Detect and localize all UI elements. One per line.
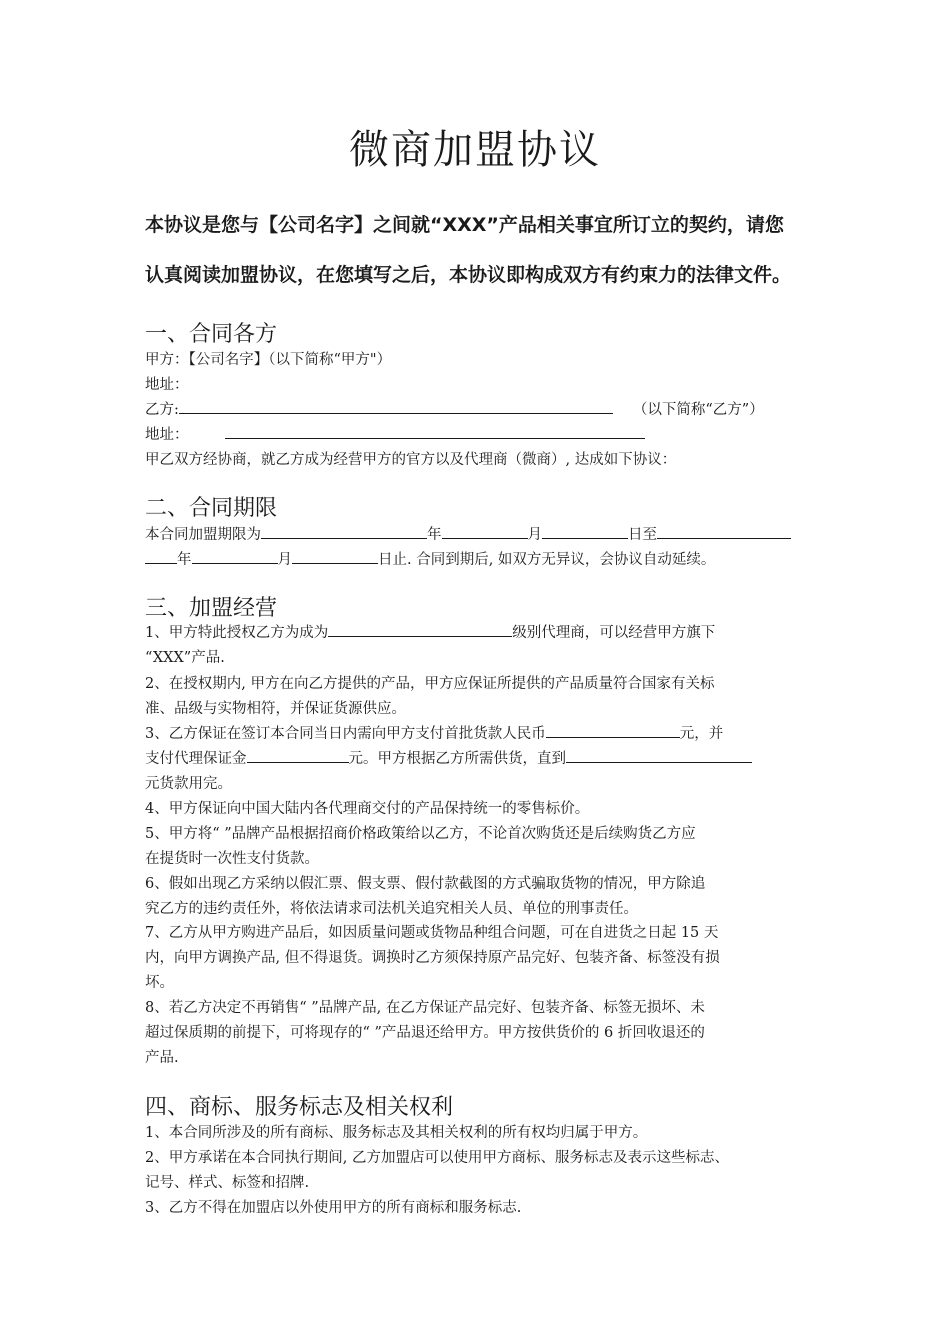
end-year-blank-cont — [145, 549, 177, 564]
clause-3-6-line-1: 6、假如出现乙方采纳以假汇票、假支票、假付款截图的方式骗取货物的情况，甲方除追 — [145, 876, 706, 892]
clause-4-2-line-1: 2、甲方承诺在本合同执行期间, 乙方加盟店可以使用甲方商标、服务标志及表示这些标志、 — [145, 1150, 729, 1166]
section-1-heading: 一、合同各方 — [145, 322, 278, 347]
clause-3-7-line-2: 内，向甲方调换产品, 但不得退货。调换时乙方须保持原产品完好、包装齐备、标签没有损 — [145, 950, 720, 966]
month-label: 月 — [527, 527, 542, 543]
year-label: 年 — [427, 527, 442, 543]
section-2-heading: 二、合同期限 — [145, 496, 278, 521]
clause-3-5-line-2: 在提货时一次性支付货款。 — [145, 851, 319, 867]
goods-amount-blank — [566, 748, 752, 763]
clause-3-8-line-3: 产品. — [145, 1050, 179, 1066]
year-blank — [261, 524, 427, 539]
clause-3-4: 4、甲方保证向中国大陆内各代理商交付的产品保持统一的零售标价。 — [145, 801, 590, 817]
clause-4-3: 3、乙方不得在加盟店以外使用甲方的所有商标和服务标志. — [145, 1200, 522, 1216]
address-a-line: 地址： — [145, 377, 189, 393]
clause-3-2-line-1: 2、在授权期内, 甲方在向乙方提供的产品，甲方应保证所提供的产品质量符合国家有关标 — [145, 676, 715, 692]
section-4-heading: 四、商标、服务标志及相关权利 — [145, 1095, 454, 1120]
end-month-blank — [192, 549, 278, 564]
agent-level-blank — [328, 622, 512, 637]
end-month-label: 月 — [277, 552, 292, 568]
clause-3-1-text-a: 1、甲方特此授权乙方为成为 — [145, 625, 329, 641]
party-a-line: 甲方：【公司名字】（以下简称“甲方"） — [145, 352, 392, 368]
address-b-blank — [225, 424, 645, 439]
clause-3-3-line-1 — [145, 723, 723, 745]
section-3-heading: 三、加盟经营 — [145, 596, 278, 621]
term-end-text: 日止. 合同到期后, 如双方无异议，会协议自动延续。 — [378, 552, 716, 568]
clause-3-1-text-b: 级别代理商，可以经营甲方旗下 — [512, 625, 716, 641]
clause-3-3-text-c: 支付代理保证金 — [145, 751, 247, 767]
term-line-1 — [145, 524, 791, 546]
clause-3-1-line-2: “XXX”产品. — [145, 650, 225, 666]
clause-3-3-line-2 — [145, 748, 752, 770]
party-b-note: （以下简称“乙方”） — [632, 402, 764, 418]
party-b-line — [145, 399, 764, 421]
clause-3-2-line-2: 准、品级与实物相符，并保证货源供应。 — [145, 701, 406, 717]
clause-3-8-line-1: 8、若乙方决定不再销售“ ”品牌产品, 在乙方保证产品完好、包装齐备、标签无损坏、未 — [145, 1000, 705, 1016]
intro-line-1: 本协议是您与【公司名字】之间就“XXX”产品相关事宜所订立的契约，请您 — [145, 214, 784, 236]
month-blank — [442, 524, 528, 539]
day-blank — [542, 524, 628, 539]
clause-3-3-text-a: 3、乙方保证在签订本合同当日内需向甲方支付首批货款人民币 — [145, 726, 546, 742]
clause-3-1-line-1 — [145, 622, 715, 644]
clause-4-2-line-2: 记号、样式、标签和招牌. — [145, 1175, 310, 1191]
clause-3-8-line-2: 超过保质期的前提下，可将现存的“ ”产品退还给甲方。甲方按供货价的 6 折回收退还的 — [145, 1025, 705, 1041]
term-text: 本合同加盟期限为 — [145, 527, 261, 543]
party-b-blank — [179, 399, 613, 414]
end-day-blank — [292, 549, 378, 564]
deposit-blank — [247, 748, 349, 763]
clause-3-6-line-2: 究乙方的违约责任外，将依法请求司法机关追究相关人员、单位的刑事责任。 — [145, 901, 638, 917]
clause-3-3-line-3: 元货款用完。 — [145, 776, 232, 792]
end-year-label: 年 — [177, 552, 192, 568]
clause-3-3-text-b: 元，并 — [679, 726, 724, 742]
agreement-line: 甲乙双方经协商，就乙方成为经营甲方的官方以及代理商（微商）, 达成如下协议： — [145, 452, 677, 468]
clause-3-7-line-1: 7、乙方从甲方购进产品后，如因质量问题或货物品种组合问题，可在自进货之日起 15 天 — [145, 925, 719, 941]
party-b-label: 乙方: — [145, 402, 179, 418]
end-year-blank — [657, 524, 791, 539]
term-line-2 — [145, 549, 715, 571]
clause-3-5-line-1: 5、甲方将“ ”品牌产品根据招商价格政策给以乙方，不论首次购货还是后续购货乙方应 — [145, 826, 696, 842]
document-title: 微商加盟协议 — [349, 127, 601, 173]
address-b-label: 地址： — [145, 427, 189, 443]
clause-3-7-line-3: 坏。 — [145, 975, 174, 991]
clause-3-3-text-d: 元。甲方根据乙方所需供货，直到 — [348, 751, 566, 767]
first-payment-blank — [546, 723, 680, 738]
intro-line-2: 认真阅读加盟协议，在您填写之后，本协议即构成双方有约束力的法律文件。 — [145, 264, 792, 286]
day-to-label: 日至 — [628, 527, 657, 543]
address-b-line — [145, 424, 645, 446]
clause-4-1: 1、本合同所涉及的所有商标、服务标志及其相关权利的所有权均归属于甲方。 — [145, 1125, 648, 1141]
